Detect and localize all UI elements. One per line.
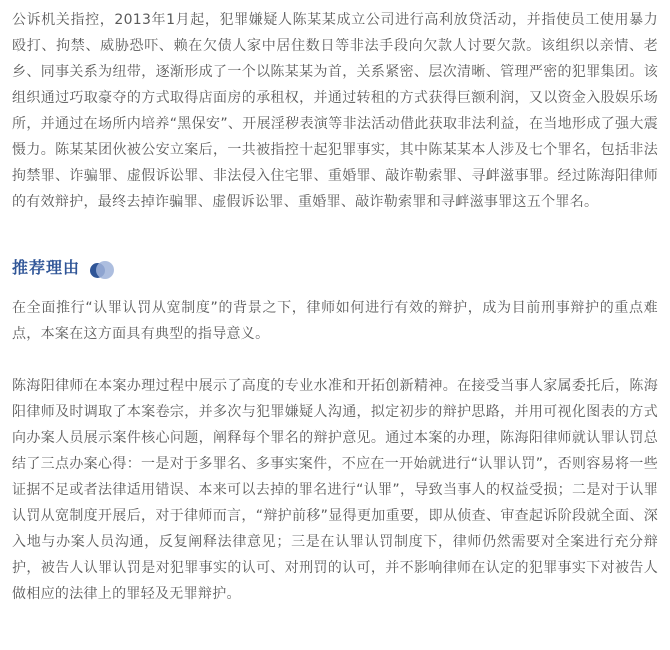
section-header-recommendation xyxy=(12,251,658,281)
light-circle-icon xyxy=(96,261,114,279)
article-body xyxy=(12,0,658,607)
section-title: 推荐理由 xyxy=(12,257,81,277)
paragraph-case-summary: 公诉机关指控，2013年1月起，犯罪嫌疑人陈某某成立公司进行高利放贷活动，并指使员工使用暴力殴打、拘禁、威胁恐吓、赖在欠债人家中居住数日等非法手段向欠款人讨要欠款。该组织以亲情、老乡、同事关系为纽带，逐渐形成了一个以陈某某为首，关系紧密、层次清晰、管理严密的犯罪集团。该组织通过巧取豪夺的方式取得店面房的承租权，并通过转租的方式获得巨额利润，又以资金入股娱乐场所，并通过在场所内培养“黑保安”、开展淫秽表演等非法活动借此获取非法利益，在当地形成了强大震慑力。陈某某团伙被公安立案后，一共被指控十起犯罪事实，其中陈某某本人涉及七个罪名，包括非法拘禁罪、诈骗罪、虚假诉讼罪、非法侵入住宅罪、重婚罪、敲诈勒索罪、寻衅滋事罪。经过陈海阳律师的有效辩护，最终去掉诈骗罪、虚假诉讼罪、重婚罪、敲诈勒索罪和寻衅滋事罪这五个罪名。 xyxy=(12,12,658,210)
paragraph-recommendation-intro: 在全面推行“认罪认罚从宽制度”的背景之下，律师如何进行有效的辩护，成为目前刑事辩护的重点难点，本案在这方面具有典型的指导意义。 xyxy=(12,300,658,342)
paragraph-lawyer-insights: 陈海阳律师在本案办理过程中展示了高度的专业水准和开拓创新精神。在接受当事人家属委托后，陈海阳律师及时调取了本案卷宗，并多次与犯罪嫌疑人沟通，拟定初步的辩护思路，并用可视化图表的方式向办案人员展示案件核心问题，阐释每个罪名的辩护意见。通过本案的办理，陈海阳律师就认罪认罚总结了三点办案心得：一是对于多罪名、多事实案件，不应在一开始就进行“认罪认罚”，否则容易将一些证据不足或者法律适用错误、本来可以去掉的罪名进行“认罪”，导致当事人的权益受损；二是对于认罪认罚从宽制度开展后，对于律师而言，“辩护前移”显得更加重要，即从侦查、审查起诉阶段就全面、深入地与办案人员沟通，反复阐释法律意见；三是在认罪认罚制度下，律师仍然需要对全案进行充分辩护，被告人认罪认罚是对犯罪事实的认可、对刑罚的认可，并不影响律师在认定的犯罪事实下对被告人做相应的法律上的罪轻及无罪辩护。 xyxy=(12,378,658,602)
overlapping-circles-icon xyxy=(90,259,120,281)
